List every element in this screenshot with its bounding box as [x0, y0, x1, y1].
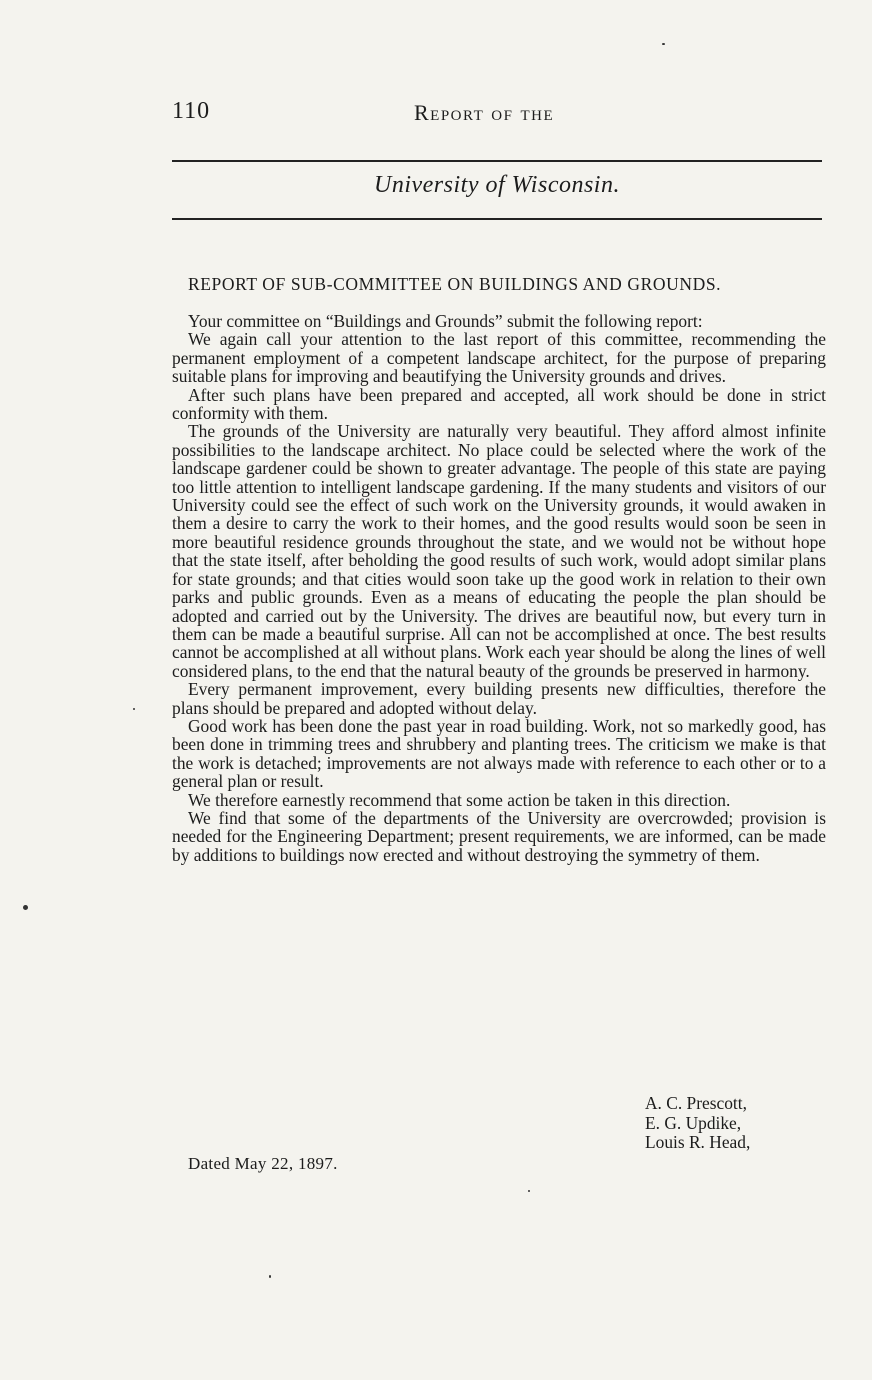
- page-number: 110: [172, 98, 211, 124]
- scan-speck: [23, 905, 28, 910]
- report-body: [172, 312, 826, 864]
- signatory-name: E. G. Updike,: [645, 1112, 742, 1133]
- paragraph: We find that some of the departments of the University are overcrowded; provision is needed for the Engineering Department; present requirements, we are informed, can be made by additions to buildings now erected and without destroying the symmetry of them.: [172, 807, 826, 865]
- running-head: Report of the: [414, 100, 555, 125]
- paragraph: The grounds of the University are naturally very beautiful. They afford almost infinite possibilities to the landscape architect. No place could be selected where the work of the landscape gardener could be shown to greater advantage. The people of this state are paying too little attention to intelligent landscape gardening. If the many students and visitors of our University could see the effect of such work on the University grounds, it would awaken in them a desire to carry the work to their homes, and the good results would soon be seen in more beautiful residence grounds throughout the state, and we would not be without hope that the state itself, after beholding the good results of such work, would adopt similar plans for state grounds; and that cities would soon take up the good work in relation to their own parks and public grounds. Even as a means of educating the people the plan should be adopted and carried out by the University. The drives are beautiful now, but every turn in them can be made a beautiful surprise. All can not be accomplished at once. The best results cannot be accomplished at all without plans. Work each year should be along the lines of well considered plans, to the end that the natural beauty of the grounds be preserved in harmony.: [172, 421, 826, 681]
- scan-speck: [662, 43, 665, 45]
- signatory-name: A. C. Prescott,: [645, 1093, 747, 1113]
- paragraph: Your committee on “Buildings and Grounds” submit the following report:: [188, 311, 703, 331]
- paragraph: We again call your attention to the last report of this committee, recommending the permanent employment of a competent landscape architect, for the purpose of preparing suitable plans for improving and beautifying the University grounds and drives.: [172, 329, 826, 387]
- paragraph: Every permanent improvement, every building presents new difficulties, therefore the plans should be prepared and adopted without delay.: [172, 679, 826, 718]
- paragraph: After such plans have been prepared and accepted, all work should be done in strict conformity with them.: [172, 384, 826, 424]
- header-rule-top: [172, 160, 822, 162]
- report-date: Dated May 22, 1897.: [188, 1154, 338, 1173]
- signatory-name: Louis R. Head,: [645, 1132, 751, 1152]
- paragraph: Good work has been done the past year in road building. Work, not so markedly good, has been done in trimming trees and shrubbery and planting trees. The criticism we make is that the work is detached; improvements are not always made with reference to each other or to a general plan or result.: [172, 715, 826, 792]
- scan-speck: [269, 1275, 271, 1278]
- report-title: REPORT OF SUB-COMMITTEE ON BUILDINGS AND GROUNDS.: [188, 274, 722, 294]
- scan-speck: [528, 1190, 530, 1192]
- signature-block: [645, 1094, 750, 1153]
- scan-speck: [133, 708, 135, 710]
- header-rule-bottom: [172, 218, 822, 220]
- paragraph: We therefore earnestly recommend that some action be taken in this direction.: [188, 789, 731, 810]
- masthead-title: University of Wisconsin.: [374, 172, 620, 198]
- page-header: [172, 98, 824, 128]
